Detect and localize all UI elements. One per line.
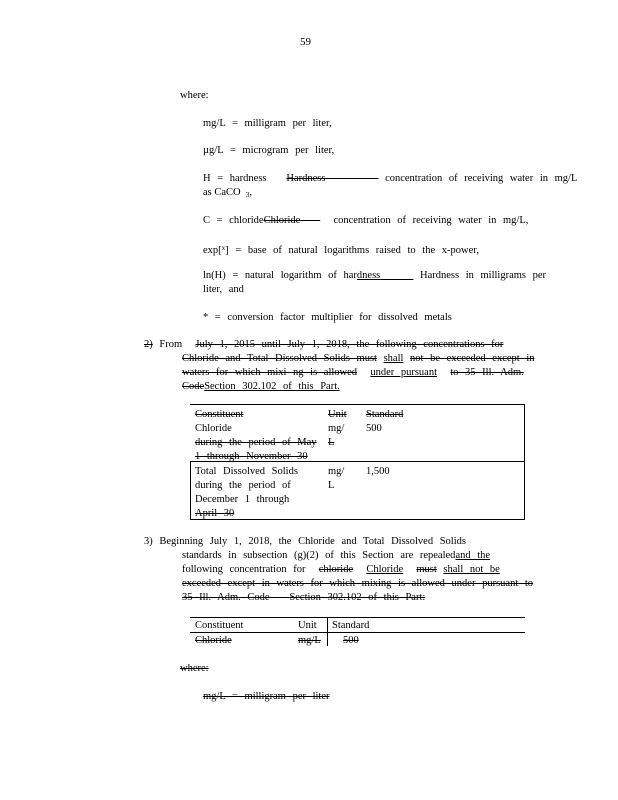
deleted-text: Chloride (263, 215, 301, 226)
inserted-text: shall (383, 353, 404, 364)
ln-term: ln(H) = natural logarithm of har (203, 270, 357, 281)
deleted-text: July 1, 2015 until July 1, 2018, the following concentrations for (195, 339, 504, 350)
table-cell: L (328, 437, 335, 448)
definition-text: ] = base of natural logarithms raised to the x-power, (225, 245, 479, 256)
inserted-text: From (159, 339, 183, 350)
deleted-text: to 35 Ill. Adm. (450, 367, 524, 378)
definition-ln-cont: liter, and (203, 284, 244, 295)
table-cell: during the period of May (195, 437, 317, 448)
table-cell: 1,500 (366, 466, 390, 477)
definition-star: * = conversion factor multiplier for dissolved metals (203, 312, 452, 323)
item-3-text: standards in subsection (g)(2) of this Section are repealed (182, 550, 456, 561)
exp-term: exp[ (203, 245, 222, 256)
item-3-line-5 (182, 591, 425, 604)
column-header: Standard (366, 409, 404, 420)
inserted-text: shall not be (443, 564, 500, 575)
deleted-text: not be exceeded except in (410, 353, 535, 364)
inserted-text: Chloride (366, 564, 404, 575)
deleted-text: Chloride and Total Dissolved Solids must (182, 353, 377, 364)
inserted-text: under pursuant (370, 367, 438, 378)
item-3-line-1: 3) Beginning July 1, 2018, the Chloride and Total Dissolved Solids (144, 536, 466, 547)
table-cell: mg/ (328, 423, 345, 434)
definition-ln (203, 269, 546, 282)
item-2-line-2 (182, 352, 535, 365)
inserted-text: C = chloride (203, 215, 264, 226)
table-cell: Chloride (195, 423, 232, 434)
item-3-line-2 (182, 549, 490, 562)
subscript: 3 (245, 191, 250, 199)
superscript: x (221, 244, 226, 252)
deleted-text: Code (182, 381, 205, 392)
deleted-text: waters for which mixi ng is allowed (182, 367, 358, 378)
item-3-line-4: exceeded except in waters for which mixing is allowed under pursuant to (182, 578, 534, 589)
definition-hardness-cont (203, 186, 252, 202)
table-cell: 1 through November 30 (195, 451, 308, 462)
table-cell: L (328, 480, 335, 491)
definition-hardness-term: H = hardness (203, 173, 267, 184)
item-3-line-3 (182, 563, 500, 576)
table-cell: Chloride (195, 635, 232, 646)
deleted-text: 35 Ill. Adm. Code (182, 592, 270, 603)
deleted-text: must (416, 564, 437, 575)
item-2-line-1 (144, 338, 503, 351)
table-cell: December 1 through (195, 494, 290, 505)
deleted-text: chloride (318, 564, 354, 575)
table-cell: mg/ (328, 466, 345, 477)
inserted-text: dness (356, 270, 381, 281)
definition-hardness-text: concentration of receiving water in mg/L (385, 173, 578, 184)
definition-hardness (203, 172, 577, 185)
definition-text: Hardness in milligrams per (420, 270, 547, 281)
table-cell: Total Dissolved Solids (195, 466, 298, 477)
definition-mgl: mg/L = milligram per liter, (203, 118, 332, 129)
column-header: Constituent (195, 409, 244, 420)
definition-chloride (203, 214, 528, 227)
column-header: Unit (298, 620, 317, 631)
where-label-deleted: where: (180, 663, 209, 674)
column-header: Unit (328, 409, 347, 420)
inserted-text: and the (455, 550, 491, 561)
table-cell: mg/L (298, 635, 321, 646)
column-header: Standard (332, 620, 370, 631)
deleted-text: Section 302.102 of this Part: (289, 592, 426, 603)
definition-mgl-deleted: mg/L = milligram per liter (203, 691, 330, 702)
punctuation: , (249, 187, 252, 198)
item-2-line-3 (182, 366, 524, 379)
inserted-text: Section 302.102 of this Part. (204, 381, 340, 392)
definition-text: concentration of receiving water in mg/L, (333, 215, 529, 226)
definition-exp (203, 242, 479, 257)
deleted-text: Hardness (286, 173, 326, 184)
item-number: 2) (144, 339, 153, 350)
item-2-line-4 (182, 380, 340, 393)
table-cell: 500 (343, 635, 359, 646)
caco3-label: as CaCO (203, 187, 241, 198)
table-cell: April 30 (195, 508, 235, 519)
definition-ugl: µg/L = microgram per liter, (203, 145, 335, 156)
item-3-text: following concentration for (182, 564, 306, 575)
table-cell: during the period of (195, 480, 291, 491)
where-label: where: (180, 90, 209, 101)
page-number: 59 (300, 36, 311, 48)
table-cell: 500 (366, 423, 382, 434)
column-header: Constituent (195, 620, 244, 631)
